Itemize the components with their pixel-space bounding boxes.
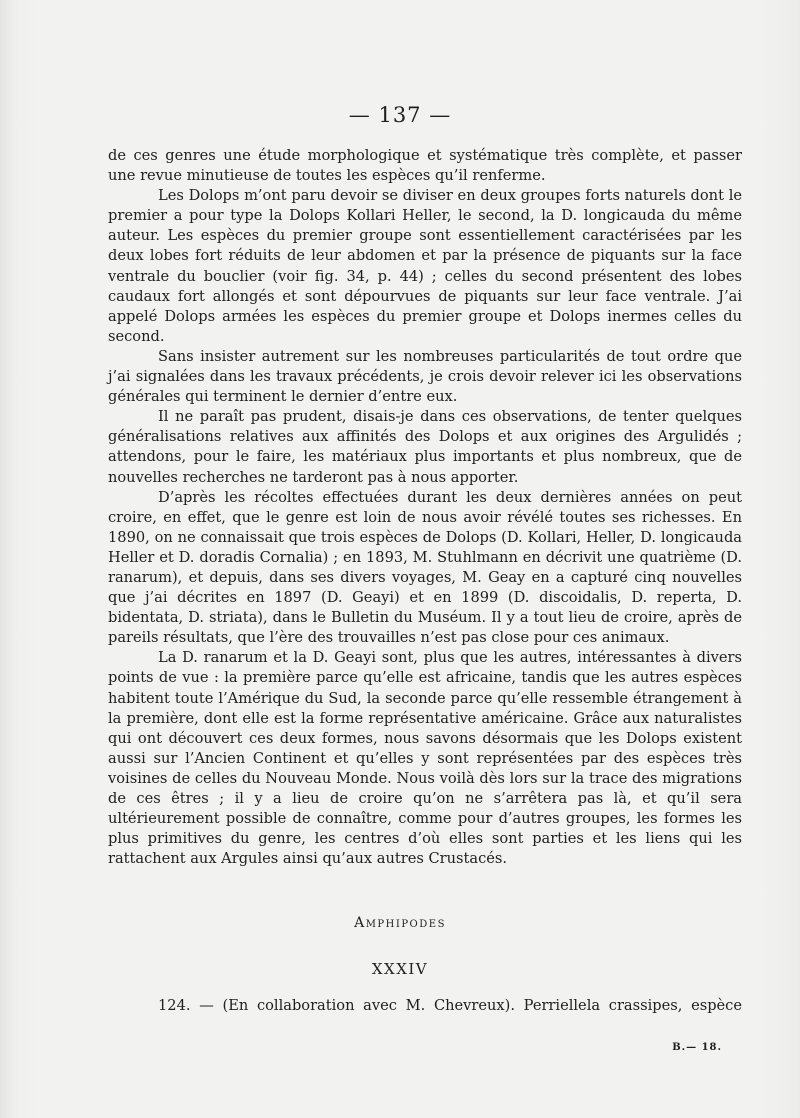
paragraph-5: D’après les récoltes effectuées durant les deux dernières années on peut croire, en effet, que le genre est loin de nous avoir révélé toutes ses richesses. En 1890, on ne connaissait que trois espèces de Dolops (D. Kollari, Heller, D. longicauda Heller et D. doradis Cornalia) ; en 1893, M. Stuhlmann en décrivit une quatrième (D. ranarum), et depuis, dans ses divers voyages, M. Geay en a capturé cinq nouvelles que j’ai décrites en 1897 (D. Geayi) et en 1899 (D. discoidalis, D. reperta, D. bidentata, D. striata), dans le Bulletin du Muséum. Il y a tout lieu de croire, après de pareils résultats, que l’ère des trouvailles n’est pas close pour ces animaux. xyxy=(108,488,742,647)
body-text xyxy=(108,146,742,869)
paragraph-2: Les Dolops m’ont paru devoir se diviser en deux groupes forts naturels dont le premier a pour type la Dolops Kollari Heller, le second, la D. longicauda du même auteur. Les espèces du premier groupe sont essentiellement caractérisées par les deux lobes fort réduits de leur abdomen et par la présence de piquants sur la face ventrale du bouclier (voir fig. 34, p. 44) ; celles du second présentent des lobes caudaux fort allongés et sont dépourvues de piquants sur leur face ventrale. J’ai appelé Dolops armées les espèces du premier groupe et Dolops inermes celles du second. xyxy=(108,187,742,345)
signature-mark: B.— 18. xyxy=(672,1042,722,1053)
section-heading: Amphipodes xyxy=(354,915,446,931)
paragraph-6: La D. ranarum et la D. Geayi sont, plus que les autres, intéressantes à divers points de vue : la première parce qu’elle est africaine, tandis que les autres espèces habitent toute l’Amérique du Sud, la seconde parce qu’elle ressemble étrangement à la première, dont elle est la forme représentative américaine. Grâce aux naturalistes qui ont découvert ces deux formes, nous savons désormais que les Dolops existent aussi sur l’Ancien Continent et qu’elles y sont représentées par des espèces très voisines de celles du Nouveau Monde. Nous voilà dès lors sur la trace des migrations de ces êtres ; il y a lieu de croire qu’on ne s’arrêtera pas là, et qu’il sera ultérieurement possible de connaître, comme pour d’autres groupes, les formes les plus primitives du genre, les centres d’où elles sont parties et les liens qui les rattachent aux Argules ainsi qu’aux autres Crustacés. xyxy=(108,649,742,868)
paragraph-4: Il ne paraît pas prudent, disais-je dans ces observations, de tenter quelques généralisations relatives aux affinités des Dolops et aux origines des Argulidés ; attendons, pour le faire, les matériaux plus importants et plus nombreux, que de nouvelles recherches ne tarderont pas à nous apporter. xyxy=(108,408,742,486)
paragraph-1: de ces genres une étude morphologique et systématique très complète, et passer une revue minutieuse de toutes les espèces qu’il renferme. xyxy=(108,147,742,185)
paragraph-3: Sans insister autrement sur les nombreuses particularités de tout ordre que j’ai signalées dans les travaux précédents, je crois devoir relever ici les observations générales qui terminent le dernier d’entre eux. xyxy=(108,347,742,406)
section-number: XXXIV xyxy=(371,960,429,978)
page-number: — 137 — xyxy=(348,103,452,127)
bibliography-entry: 124. — (En collaboration avec M. Chevreux). Perriellela crassipes, espèce xyxy=(158,997,742,1014)
